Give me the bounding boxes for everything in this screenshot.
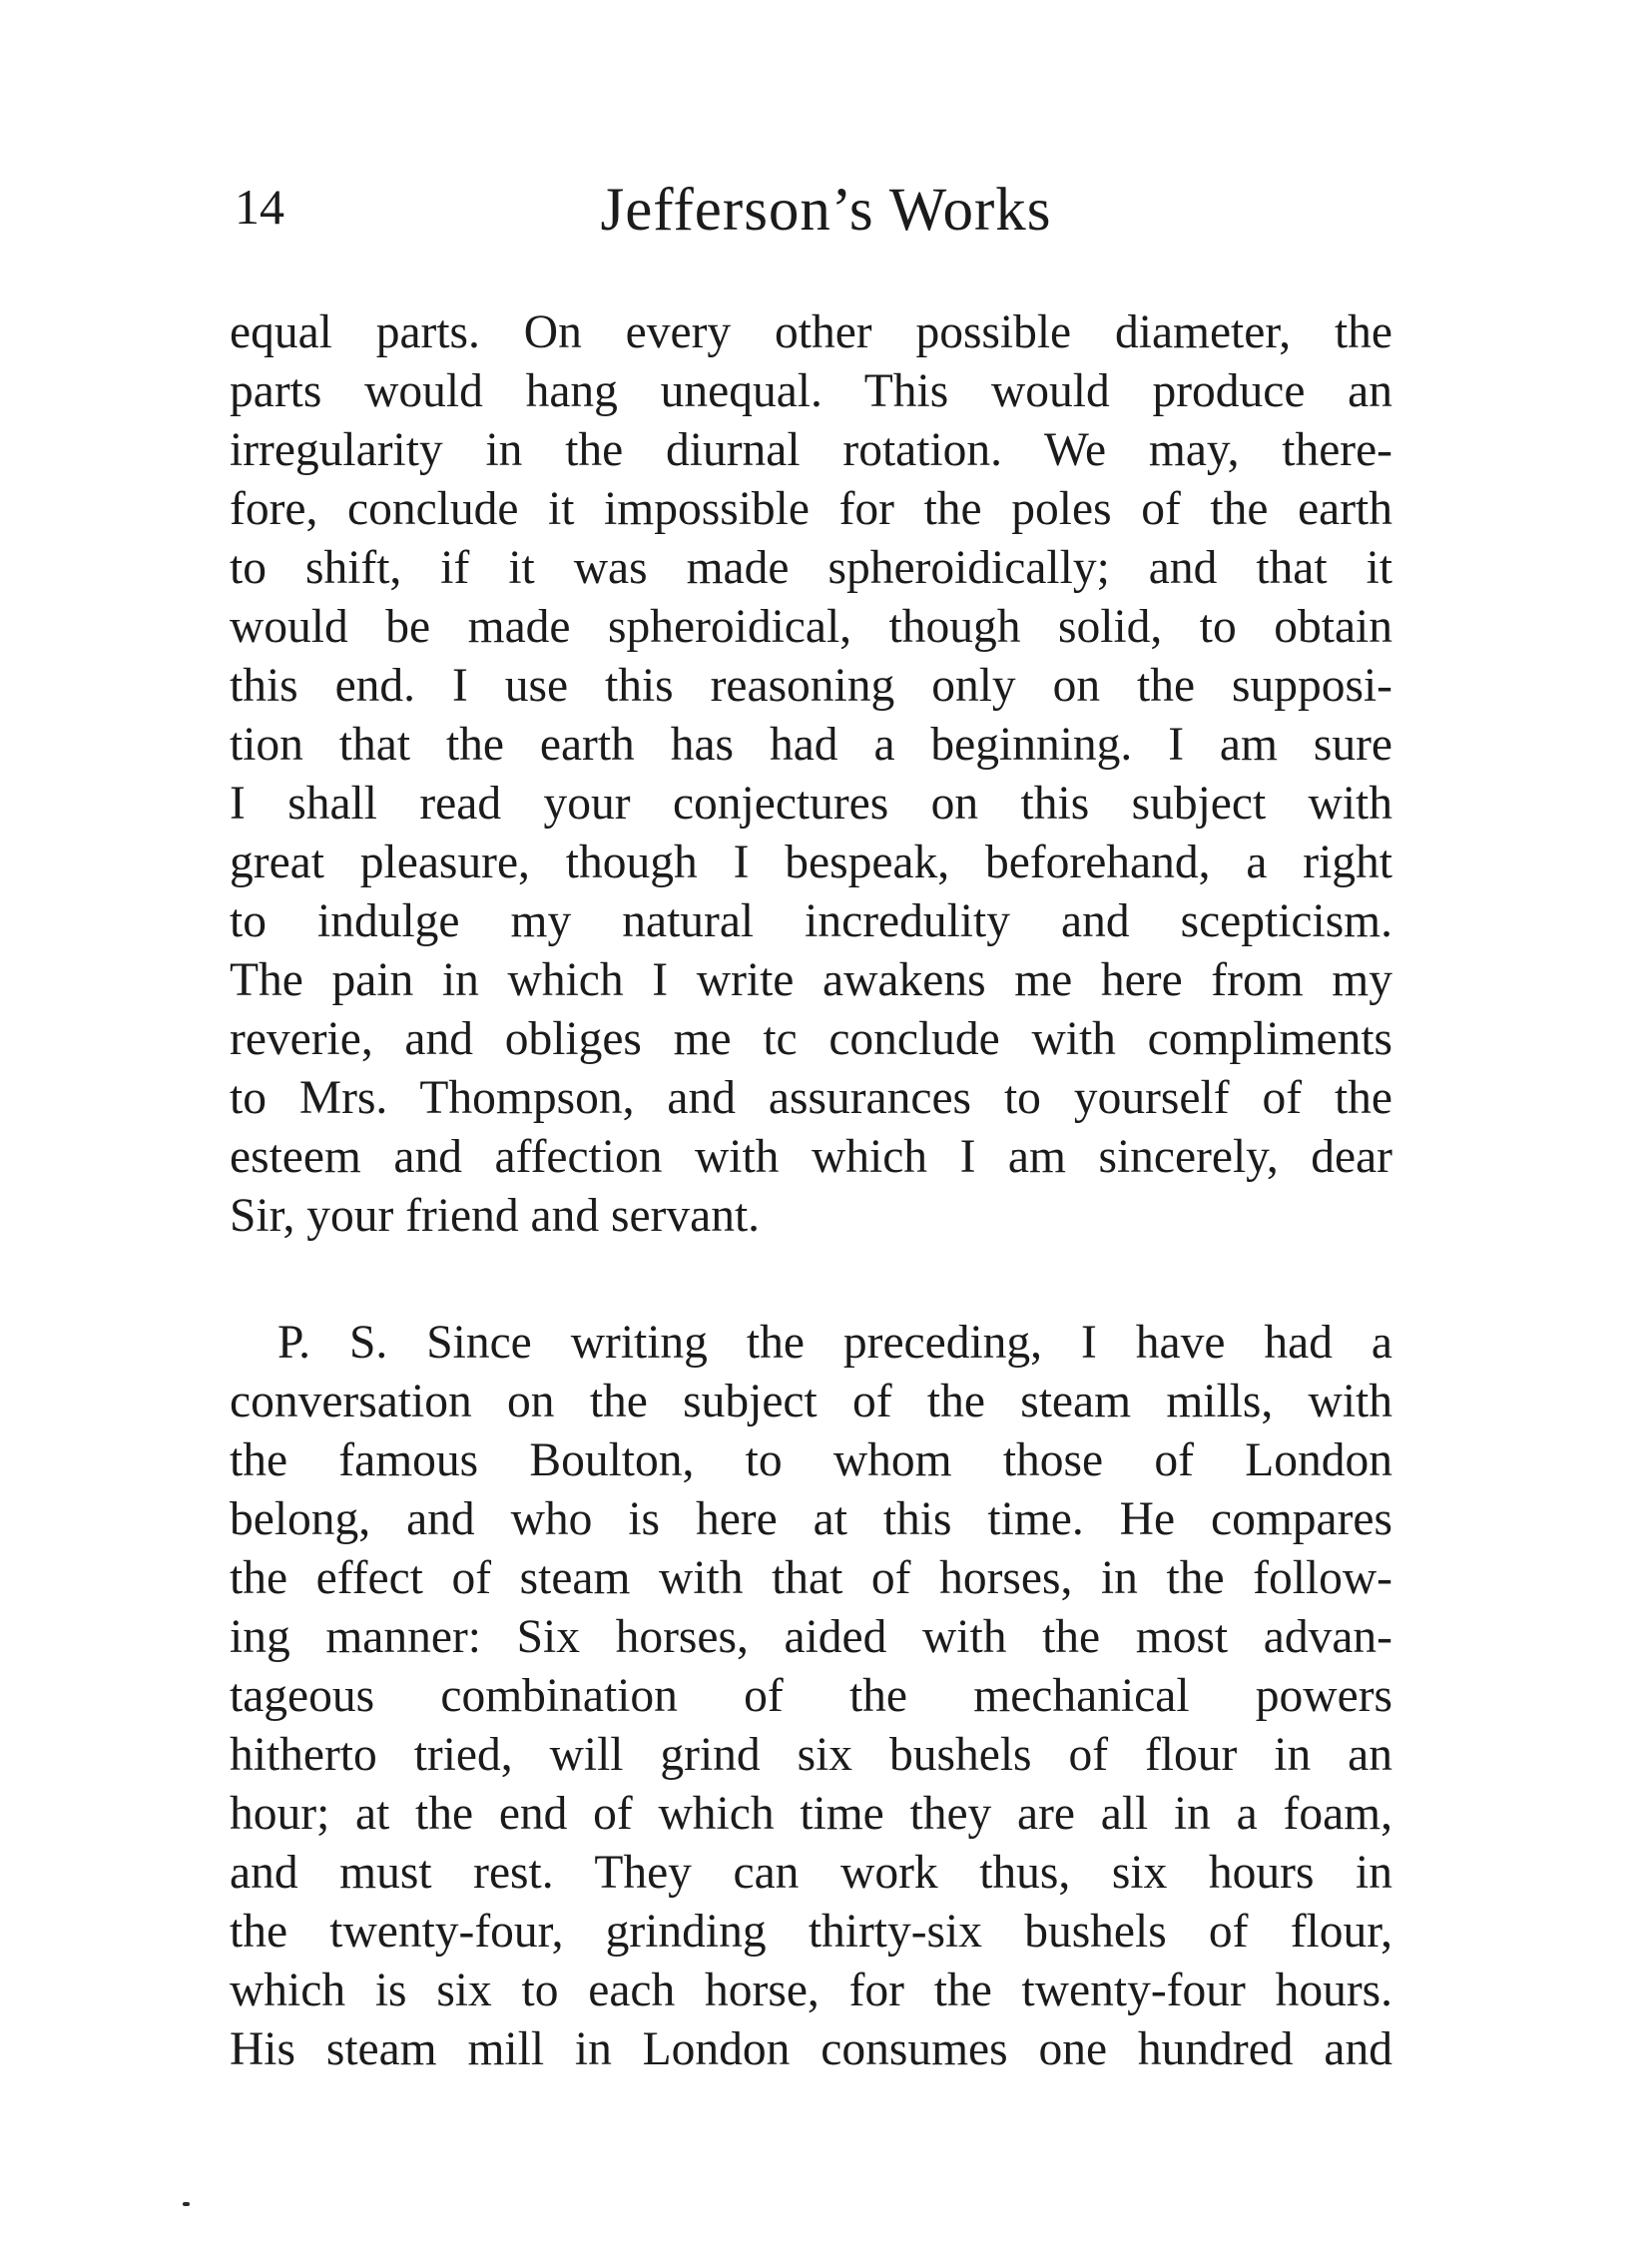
text-line: parts would hang unequal. This would produce an bbox=[230, 365, 1392, 417]
text-line: to indulge my natural incredulity and scepticism. bbox=[230, 895, 1392, 947]
text-line: ing manner: Six horses, aided with the most advan- bbox=[230, 1611, 1392, 1663]
text-line: which is six to each horse, for the twenty-four hours. bbox=[230, 1965, 1392, 2016]
text-line: hour; at the end of which time they are all in a foam, bbox=[230, 1788, 1392, 1840]
text-line: would be made spheroidical, though solid, to obtain bbox=[230, 601, 1392, 653]
text-line: hitherto tried, will grind six bushels of flour in an bbox=[230, 1729, 1392, 1781]
text-line: conversation on the subject of the steam mills, with bbox=[230, 1376, 1392, 1427]
running-head: Jefferson’s Works bbox=[600, 177, 1052, 244]
text-line: fore, conclude it impossible for the poles of the earth bbox=[230, 483, 1392, 535]
text-line: reverie, and obliges me tc conclude with compliments bbox=[230, 1013, 1392, 1065]
text-line: Sir, your friend and servant. bbox=[230, 1190, 761, 1242]
text-line: great pleasure, though I bespeak, beforehand, a right bbox=[230, 837, 1392, 888]
text-line: esteem and affection with which I am sincerely, dear bbox=[230, 1131, 1392, 1183]
text-line: tageous combination of the mechanical powers bbox=[230, 1670, 1392, 1722]
text-line: The pain in which I write awakens me here from my bbox=[230, 954, 1392, 1006]
text-line: I shall read your conjectures on this subject with bbox=[230, 778, 1392, 830]
text-line: the effect of steam with that of horses, in the follow- bbox=[230, 1552, 1392, 1604]
text-line: P. S. Since writing the preceding, I have had a bbox=[277, 1317, 1392, 1369]
paragraph-postscript bbox=[230, 1314, 1392, 2079]
text-line: and must rest. They can work thus, six hours in bbox=[230, 1847, 1392, 1899]
text-line: to Mrs. Thompson, and assurances to yourself of the bbox=[230, 1072, 1392, 1124]
text-line: this end. I use this reasoning only on the supposi- bbox=[230, 660, 1392, 712]
text-line: tion that the earth has had a beginning. I am sure bbox=[230, 719, 1392, 771]
page-number: 14 bbox=[235, 179, 284, 235]
text-line: the twenty-four, grinding thirty-six bushels of flour, bbox=[230, 1906, 1392, 1958]
text-line: to shift, if it was made spheroidically; and that it bbox=[230, 542, 1392, 594]
text-line: equal parts. On every other possible diameter, the bbox=[230, 306, 1392, 358]
text-line: irregularity in the diurnal rotation. We may, there- bbox=[230, 424, 1392, 476]
text-line: His steam mill in London consumes one hundred and bbox=[230, 2023, 1392, 2075]
text-line: the famous Boulton, to whom those of London bbox=[230, 1434, 1392, 1486]
text-line: belong, and who is here at this time. He compares bbox=[230, 1493, 1392, 1545]
stray-ink-mark bbox=[183, 2202, 190, 2206]
paragraph-letter-body bbox=[230, 303, 1392, 1246]
